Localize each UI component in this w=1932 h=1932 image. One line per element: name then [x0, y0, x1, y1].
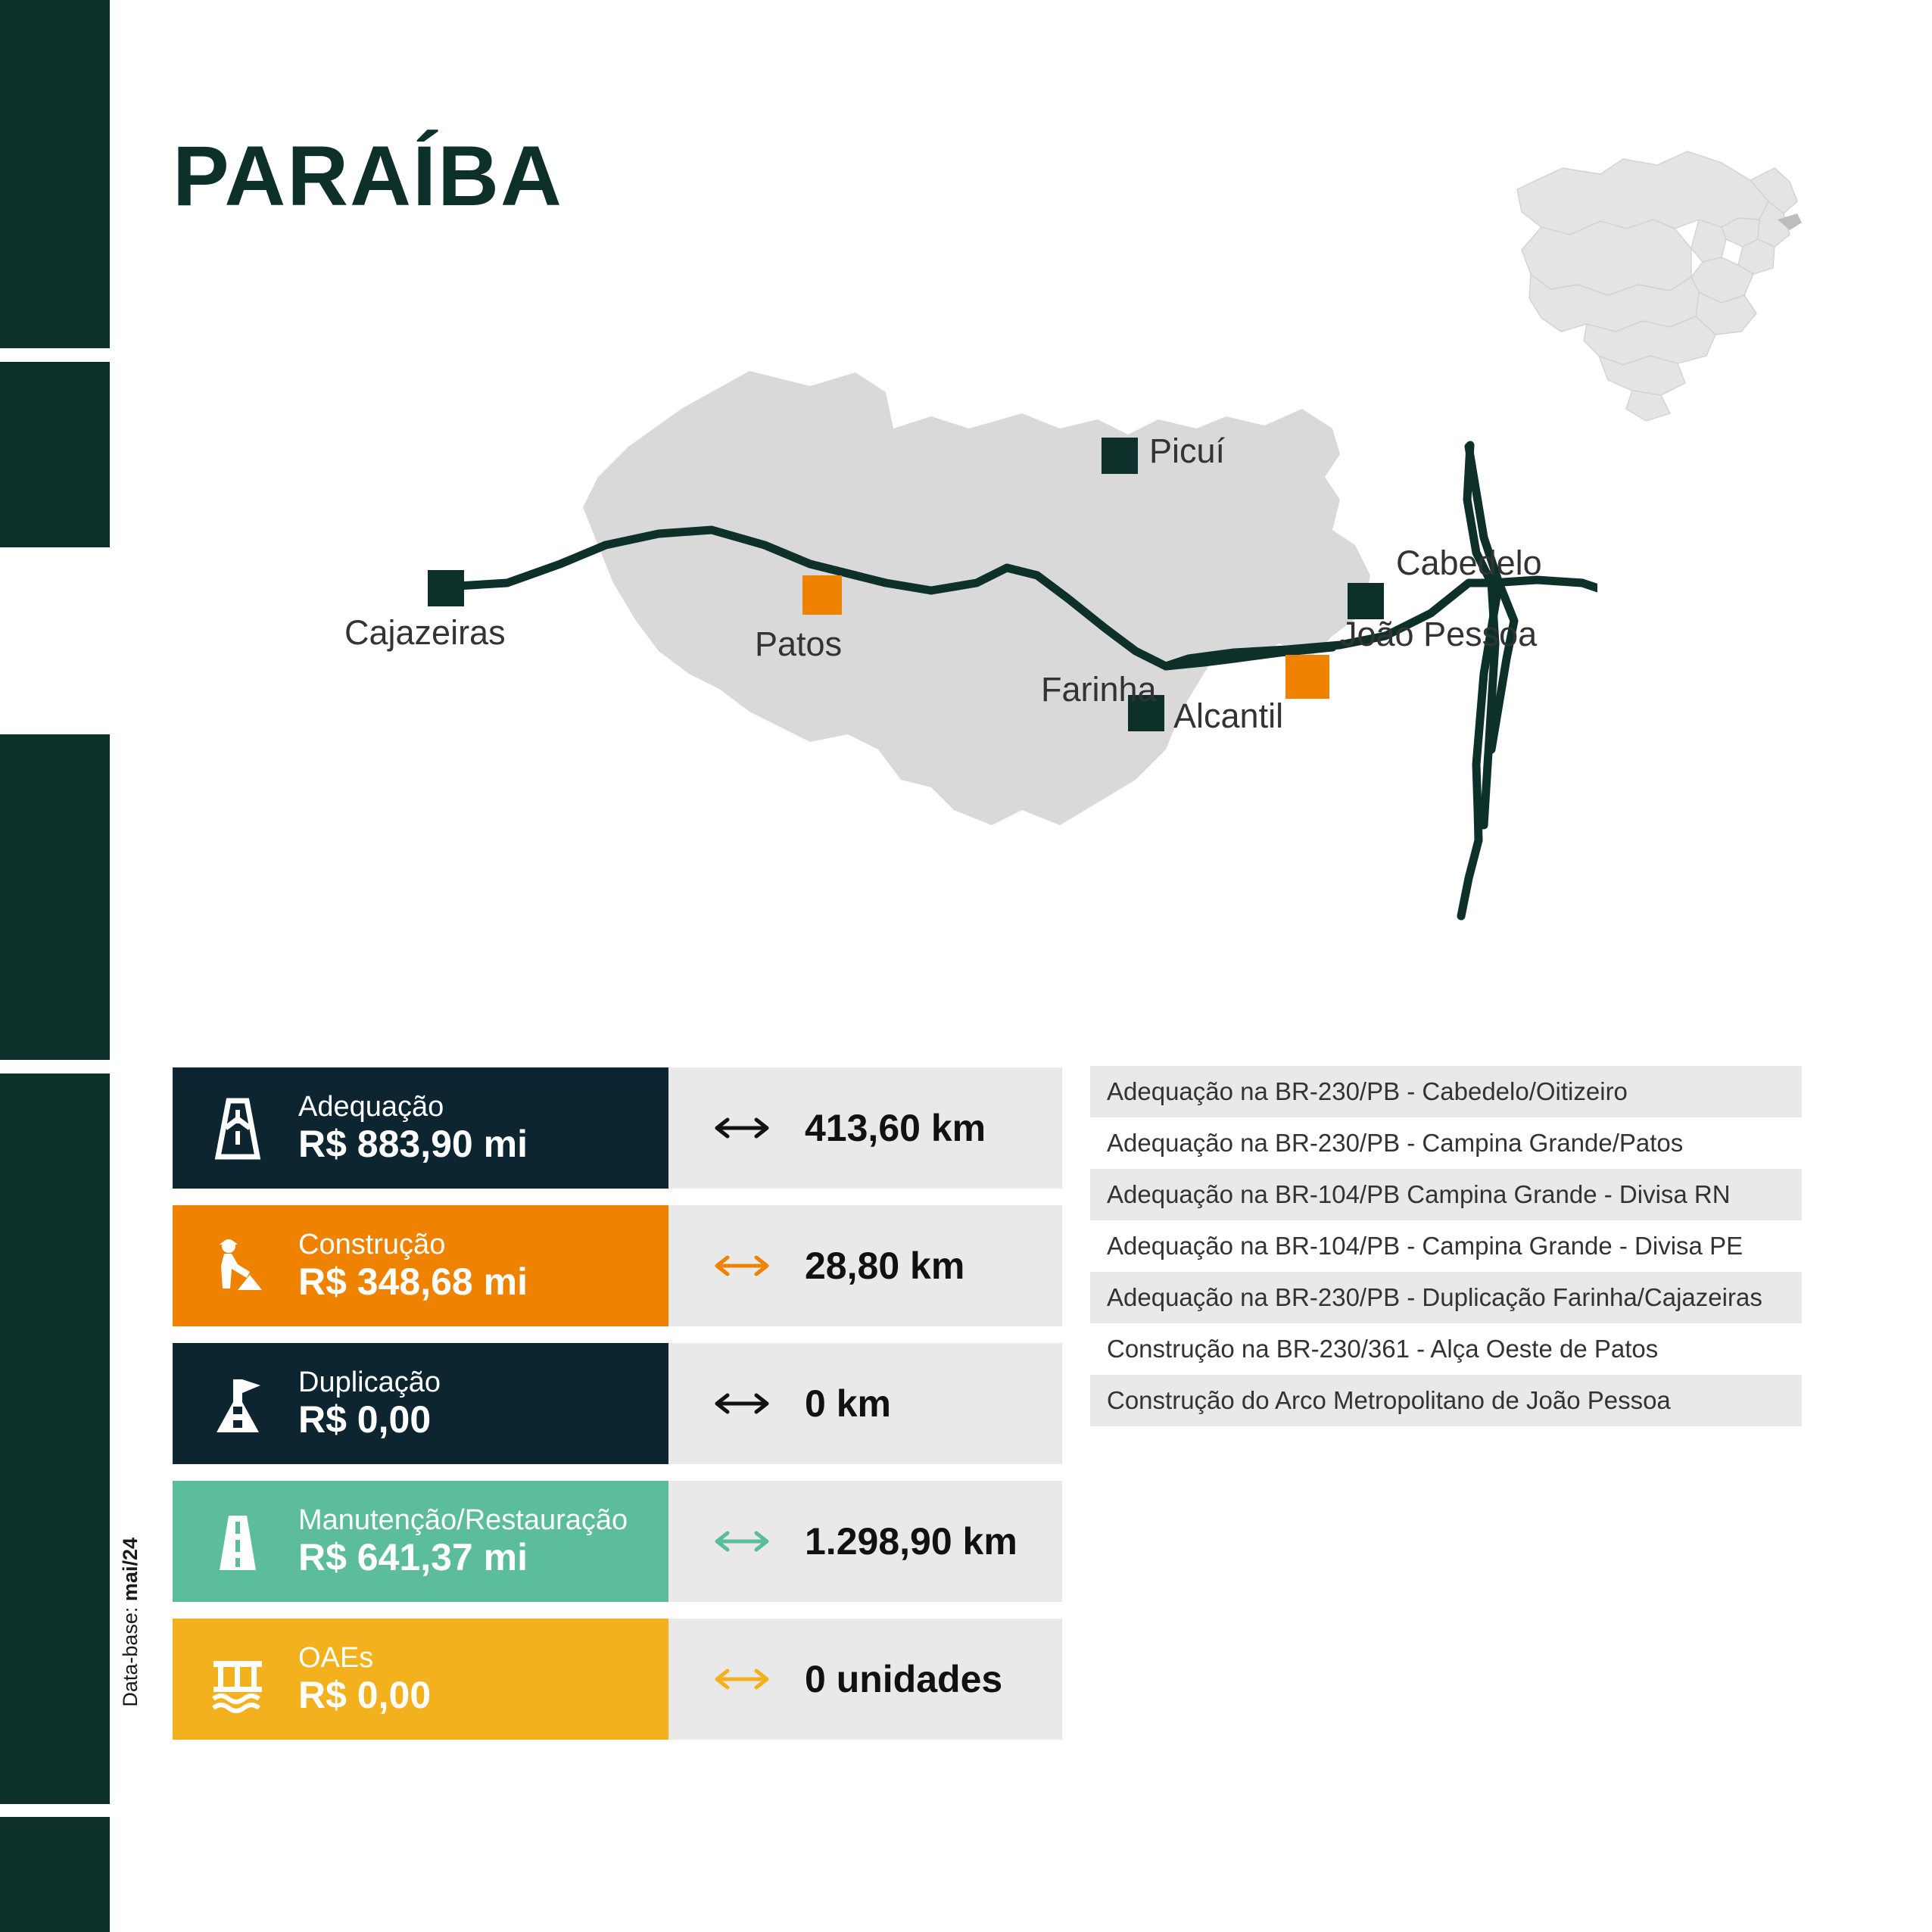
legend-value: R$ 0,00 — [298, 1398, 432, 1441]
list-item: Adequação na BR-230/PB - Duplicação Farinha/Cajazeiras — [1090, 1272, 1802, 1323]
legend-row-adequacao — [173, 1067, 1062, 1189]
legend-label: Construção — [298, 1228, 446, 1260]
road-lanes-icon — [203, 1507, 273, 1576]
city-label-cabedelo: Cabedelo — [1396, 544, 1542, 582]
legend-label: Adequação — [298, 1090, 444, 1123]
bridge-icon — [203, 1644, 273, 1714]
marker-picui — [1102, 438, 1138, 474]
works-list — [1090, 1066, 1802, 1426]
highway-icon — [203, 1093, 273, 1163]
decorative-bar-3 — [0, 734, 110, 1060]
decorative-bar-1 — [0, 0, 110, 348]
legend-row-construcao — [173, 1205, 1062, 1326]
legend-value: R$ 348,68 mi — [298, 1260, 528, 1304]
city-label-joao-pessoa: João Pessoa — [1340, 615, 1538, 653]
decorative-bar-5 — [0, 1817, 110, 1932]
data-base-prefix: Data-base: — [119, 1601, 142, 1707]
list-item: Adequação na BR-230/PB - Cabedelo/Oitizeiro — [1090, 1066, 1802, 1117]
city-label-farinha: Farinha — [1041, 670, 1157, 709]
legend-extent-duplicacao — [668, 1343, 1062, 1464]
legend-extent-construcao — [668, 1205, 1062, 1326]
double-arrow-icon — [714, 1115, 770, 1141]
legend-value: R$ 0,00 — [298, 1674, 432, 1717]
double-arrow-icon — [714, 1666, 770, 1692]
road-fork-icon — [203, 1369, 273, 1438]
marker-cabedelo — [1348, 583, 1384, 619]
city-label-picui: Picuí — [1149, 432, 1226, 470]
legend-extent-adequacao — [668, 1067, 1062, 1189]
list-item: Adequação na BR-230/PB - Campina Grande/Patos — [1107, 1129, 1684, 1157]
list-item: Construção do Arco Metropolitano de João Pessoa — [1090, 1375, 1802, 1426]
legend-card-construcao — [173, 1205, 668, 1326]
legend-extent-value: 0 unidades — [805, 1658, 1003, 1700]
legend-row-manutencao — [173, 1481, 1062, 1602]
legend-extent-value: 28,80 km — [805, 1245, 965, 1287]
legend-extent-value: 0 km — [805, 1382, 891, 1425]
double-arrow-icon — [714, 1253, 770, 1279]
decorative-bar-4 — [0, 1074, 110, 1804]
city-label-patos: Patos — [755, 625, 843, 663]
legend-extent-value: 1.298,90 km — [805, 1520, 1017, 1563]
legend-label: OAEs — [298, 1641, 374, 1674]
legend-value: R$ 641,37 mi — [298, 1536, 528, 1579]
legend-card-adequacao — [173, 1067, 668, 1189]
legend-value: R$ 883,90 mi — [298, 1123, 528, 1166]
city-label-cajazeiras: Cajazeiras — [344, 613, 506, 652]
list-item: Adequação na BR-104/PB - Campina Grande - Divisa PE — [1107, 1232, 1743, 1260]
cost-legend — [173, 1067, 1062, 1756]
marker-joao-pessoa — [1285, 655, 1329, 699]
legend-card-oaes — [173, 1619, 668, 1740]
list-item: Adequação na BR-104/PB Campina Grande - Divisa RN — [1090, 1169, 1802, 1220]
legend-label: Manutenção/Restauração — [298, 1504, 628, 1536]
paraiba-state-map — [344, 356, 1597, 992]
worker-icon — [203, 1231, 273, 1301]
city-label-alcantil: Alcantil — [1173, 696, 1284, 735]
data-base-value: mai/24 — [119, 1538, 142, 1602]
legend-row-duplicacao — [173, 1343, 1062, 1464]
double-arrow-icon — [714, 1528, 770, 1554]
marker-patos — [802, 575, 842, 615]
legend-extent-oaes — [668, 1619, 1062, 1740]
legend-extent-value: 413,60 km — [805, 1107, 986, 1149]
legend-card-manutencao — [173, 1481, 668, 1602]
legend-label: Duplicação — [298, 1366, 441, 1398]
list-item: Construção na BR-230/361 - Alça Oeste de Patos — [1107, 1335, 1659, 1363]
marker-cajazeiras — [428, 570, 464, 606]
data-base-note — [119, 1538, 142, 1707]
double-arrow-icon — [714, 1391, 770, 1416]
legend-extent-manutencao — [668, 1481, 1062, 1602]
decorative-bar-2 — [0, 362, 110, 547]
legend-row-oaes — [173, 1619, 1062, 1740]
legend-card-duplicacao — [173, 1343, 668, 1464]
page-title: PARAÍBA — [173, 129, 563, 223]
